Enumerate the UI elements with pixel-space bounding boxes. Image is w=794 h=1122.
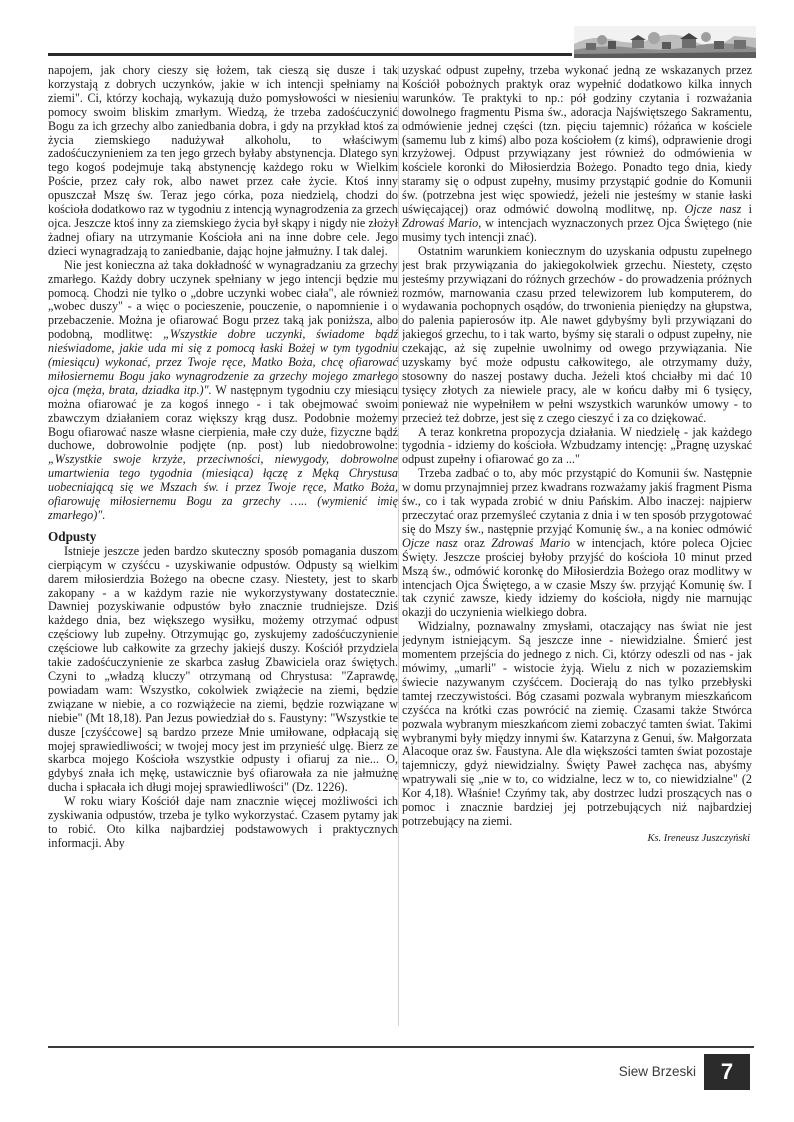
prayer-quote: „Wszystkie dobre uczynki, świadome bądź nieświadome, jakie uda mi się z pomocą łaski Bożej w tym tygodniu (miesiącu) wykonać, przez Twoje ręce, Matko Boża, chcę ofiarować miłosiernemu Bogu jako wynagrodzenie za grzechy mojego zmarłego ojca (męża, brata, dziadka itp.)". bbox=[48, 327, 398, 397]
prayer-name: Ojcze nasz bbox=[402, 535, 458, 550]
footer-rule bbox=[48, 1046, 754, 1048]
author-signature: Ks. Ireneusz Juszczyński bbox=[647, 832, 750, 844]
paragraph bbox=[402, 467, 752, 620]
paragraph bbox=[402, 64, 752, 245]
prayer-name: Ojcze nasz bbox=[684, 202, 742, 217]
text-run: W następnym tygodniu czy miesiącu można ofiarować je za kogoś innego - i tak obejmować swoim zbawczym działaniem coraz większy krąg dusz. Podobnie możemy Bogu ofiarować nasze własne cierpienia, małe czy duże, fizyczne bądź duchowe, dobrowolnie podjęte (np. post) lub niedobrowolne: bbox=[48, 382, 398, 453]
paragraph: A teraz konkretna propozycja działania. W niedzielę - jak każdego tygodnia - idziemy do kościoła. Wzbudzamy intencję: „Pragnę uzyskać odpust zupełny i ofiarować go za ..." bbox=[402, 424, 752, 467]
prayer-quote: „Wszystkie swoje krzyże, przeciwności, niewygody, dobrowolne umartwienia tego tygodnia (miesiąca) łączę z Męką Chrystusa uobecniającą się we Mszach św. i przez Twoje ręce, Matko Boża, ofiarowuję miłosiernemu Bogu za grzechy ….. (wymienić imię zmarłego)". bbox=[48, 452, 398, 522]
text-run: Nie jest konieczna aż taka dokładność w wynagradzaniu za grzechy zmarłego. Każdy dobry uczynek spełniany w jego intencji będzie mu pomocą. Chodzi nie tylko o „dobre uczynki wobec ciała", ale również „wobec duszy" - a więc o pocieszenie, pouczenie, o napomnienie i o przebaczenie. Można je ofiarować Bogu przez taką jak poniższa, albo podobną, modlitwę: bbox=[48, 257, 398, 342]
paragraph bbox=[48, 259, 398, 523]
paragraph: W roku wiary Kościół daje nam znacznie więcej możliwości ich zyskiwania odpustów, trzeba je tylko wykorzystać. Czasem pytamy jak to robić. Oto kilka najbardziej podstawowych i praktycznych informacji. Aby bbox=[48, 794, 398, 850]
header-rule bbox=[48, 53, 572, 56]
article-column-left bbox=[48, 64, 398, 1024]
text-run: i bbox=[741, 202, 752, 217]
text-run: w intencjach wyznaczonych przez Ojca Świętego (nie musimy tych intencji znać). bbox=[402, 215, 752, 244]
text-run: uzyskać odpust zupełny, trzeba wykonać jedną ze wskazanych przez Kościół pobożnych praktyk oraz wypełnić dodatkowo kilka innych warunków. Te praktyki to np.: pół godziny czytania i rozważania dowolnego fragmentu Pisma św., adoracja Najświętszego Sakramentu, odmówienie jednej części (tzn. pięciu tajemnic) różańca w kościele (samemu lub z kimś) albo poza kościołem (z kimś), odprawienie drogi krzyżowej. Odpust przywiązany jest również do odmówienia w kościele koronki do Miłosierdzia Bożego. Ponadto tego dnia, kiedy staramy się o odpust zupełny, musimy przystąpić godnie do Komunii św. (potrzebna jest więc spowiedź, jeżeli nie jesteśmy w stanie łaski uświęcającej) oraz odmówić dowolną modlitwę, np. bbox=[402, 64, 752, 217]
text-run: Trzeba zadbać o to, aby móc przystąpić do Komunii św. Następnie w domu przynajmniej przez kwadrans rozważamy jakiś fragment Pisma św., co i tak wypada zrobić w dniu Pańskim. Albo inaczej: najpierw przeczytać oraz przemyśleć czytania z dnia i w ten sposób przygotować się do Mszy św., następnie przyjąć Komunię św., a na koniec odmówić bbox=[402, 466, 752, 536]
text-run: w intencjach, które poleca Ojciec Święty. Jeszcze prościej byłoby przyjść do kościoła 10 minut przed Mszą św., odmówić koronkę do Miłosierdzia Bożego oraz modlitwy w intencjach Ojca Świętego, a w czasie Mszy św. przyjąć Komunię św. I tak czynić zawsze, kiedy idziemy do kościoła, nigdy nie marnując okazji do uczynienia wielkiego dobra. bbox=[402, 535, 752, 620]
page-number: 7 bbox=[704, 1054, 750, 1090]
prayer-name: Zdrowaś Mario, bbox=[402, 215, 482, 230]
paragraph: napojem, jak chory cieszy się łożem, tak cieszą się dusze i tak korzystają z dobrych uczynków, jakie w ich intencji spełniamy na ziemi". Ci, którzy kochają, wykazują dużo pomysłowości w niesieniu pomocy swoim bliskim zmarłym. Wiedzą, że trzeba zadośćuczynić Bogu za ich grzechy albo zaniedbania dobra, i gdy na przykład ktoś za życia ziemskiego nadużywał alkoholu, to właściwym zadośćuczynieniem za ten jego grzech byłaby abstynencja. Dlatego syn tego kogoś podejmuje taką abstynencję każdego roku w Wielkim Poście, przez cały rok, albo nawet przez całe życie. Ktoś inny opuszczał Mszę św. Teraz jego córka, poza niedzielą, chodzi do kościoła dodatkowo raz w tygodniu z intencją wynagrodzenia za grzech ojca. Jeszcze ktoś inny za ziemskiego życia był skąpy i nigdy nie złożył żadnej ofiary na utrzymanie Kościoła ani na inne dobre cele. Jego dzieci wynagradzają to zaniedbanie, dając hojne jałmużny. I tak dalej. bbox=[48, 64, 398, 258]
header-village-photo bbox=[574, 26, 756, 58]
paragraph: Ostatnim warunkiem koniecznym do uzyskania odpustu zupełnego jest brak przywiązania do jakiegokolwiek grzechu. Niestety, często jesteśmy przywiązani do różnych grzechów - do prowadzenia próżnych rozmów, marnowania czasu przed telewizorem lub komputerem, do wydawania pochopnych osądów, do trwonienia pieniędzy na głupstwa, do palenia papierosów itp. Ale nawet gdybyśmy byli przywiązani do jakiegoś grzechu, to i tak warto, byśmy się starali o odpust zupełny, nie czekając, aż się zupełnie uwolnimy od owego przywiązania. Nie uzyskamy być może odpustu całkowitego, ale otrzymamy duży, stosowny do naszej postawy ducha. Jeżeli ktoś chciałby mi dać 10 tysięcy złotych za niewiele pracy, ale w końcu dałby mi 6 tysięcy, ponieważ nie wypełniłem w pełni wszystkich warunków umowy - to przecież też dobrze, jest się z czego cieszyć i za co dziękować. bbox=[402, 243, 752, 425]
article-column-right bbox=[402, 64, 752, 1024]
paragraph: Widzialny, poznawalny zmysłami, otaczający nas świat nie jest jedynym istniejącym. Są jeszcze inne - niewidzialne. Śmierć jest momentem przejścia do jednego z nich. Ci, którzy odeszli od nas - jak mówimy, „umarli" - wistocie żyją. Wielu z nich w pozaziemskim świecie nazywanym czyśćcem. Docierają do nas tylko przebłyski tamtej rzeczywistości. Bóg czasami pozwala wybranym mieszkańcom czyśćca na krótki czas powrócić na ziemię. Czasami także Stwórca pozwala wybranym mieszkańcom ziemi zobaczyć tamten świat. Takimi wybranymi były między innymi św. Katarzyna z Genui, św. Małgorzata Alacoque oraz św. Faustyna. Ale dla większości tamten świat pozostaje tajemniczy, gdyż niewidzialny. Święty Paweł zachęca nas, abyśmy wpatrywali się „nie w to, co widzialne, lecz w to, co niewidzialne" (2 Kor 4,18). Właśnie! Czyńmy tak, aby dostrzec ludzi proszących nas o pomoc i znacznie bardziej jej potrzebujących niż najbardziej potrzebujący na ziemi. bbox=[402, 619, 752, 828]
section-heading: Odpusty bbox=[48, 528, 97, 544]
publication-name: Siew Brzeski bbox=[618, 1064, 696, 1079]
text-run: oraz bbox=[457, 535, 492, 550]
column-divider bbox=[398, 66, 399, 1026]
prayer-name: Zdrowaś Mario bbox=[491, 535, 571, 550]
paragraph: Istnieje jeszcze jeden bardzo skuteczny sposób pomagania duszom cierpiącym w czyśćcu - uzyskiwanie odpustów. Odpusty są wielkim darem miłosierdzia Bożego na obecne czasy. Niestety, jest to skarb zakopany - a w każdym razie nie wykorzystywany dostatecznie. Dawniej pozyskiwanie odpustów było znacznie trudniejsze. Dziś każdego dnia, bez większego wysiłku, możemy otrzymać odpust częściowy lub zupełny. Otrzymując go, zyskujemy zadośćuczynienie częściowe lub całkowite za grzechy jakiejś duszy. Kościół przydziela takie zadośćuczynienie ze skarbca zasług Zbawiciela oraz świętych. Czyni to „władzą kluczy" otrzymaną od Chrystusa: "Zaprawdę, powiadam wam: Wszystko, cokolwiek zwiążecie na ziemi, będzie związane w niebie, a co rozwiążecie na ziemi, będzie rozwiązane w niebie" (Mt 18,18). Pan Jezus powiedział do s. Faustyny: "Wszystkie te dusze [czyśćcowe] są bardzo przeze Mnie umiłowane, odpłacają się mojej sprawiedliwości; w twojej mocy jest im przynieść ulgę. Bierz ze skarbca mojego Kościoła wszystkie odpusty i ofiaruj za nie... O, gdybyś znała ich mękę, ustawicznie byś ofiarowała za nie jałmużnę ducha i spłacała ich długi mojej sprawiedliwości" (Dz. 1226). bbox=[48, 543, 398, 795]
